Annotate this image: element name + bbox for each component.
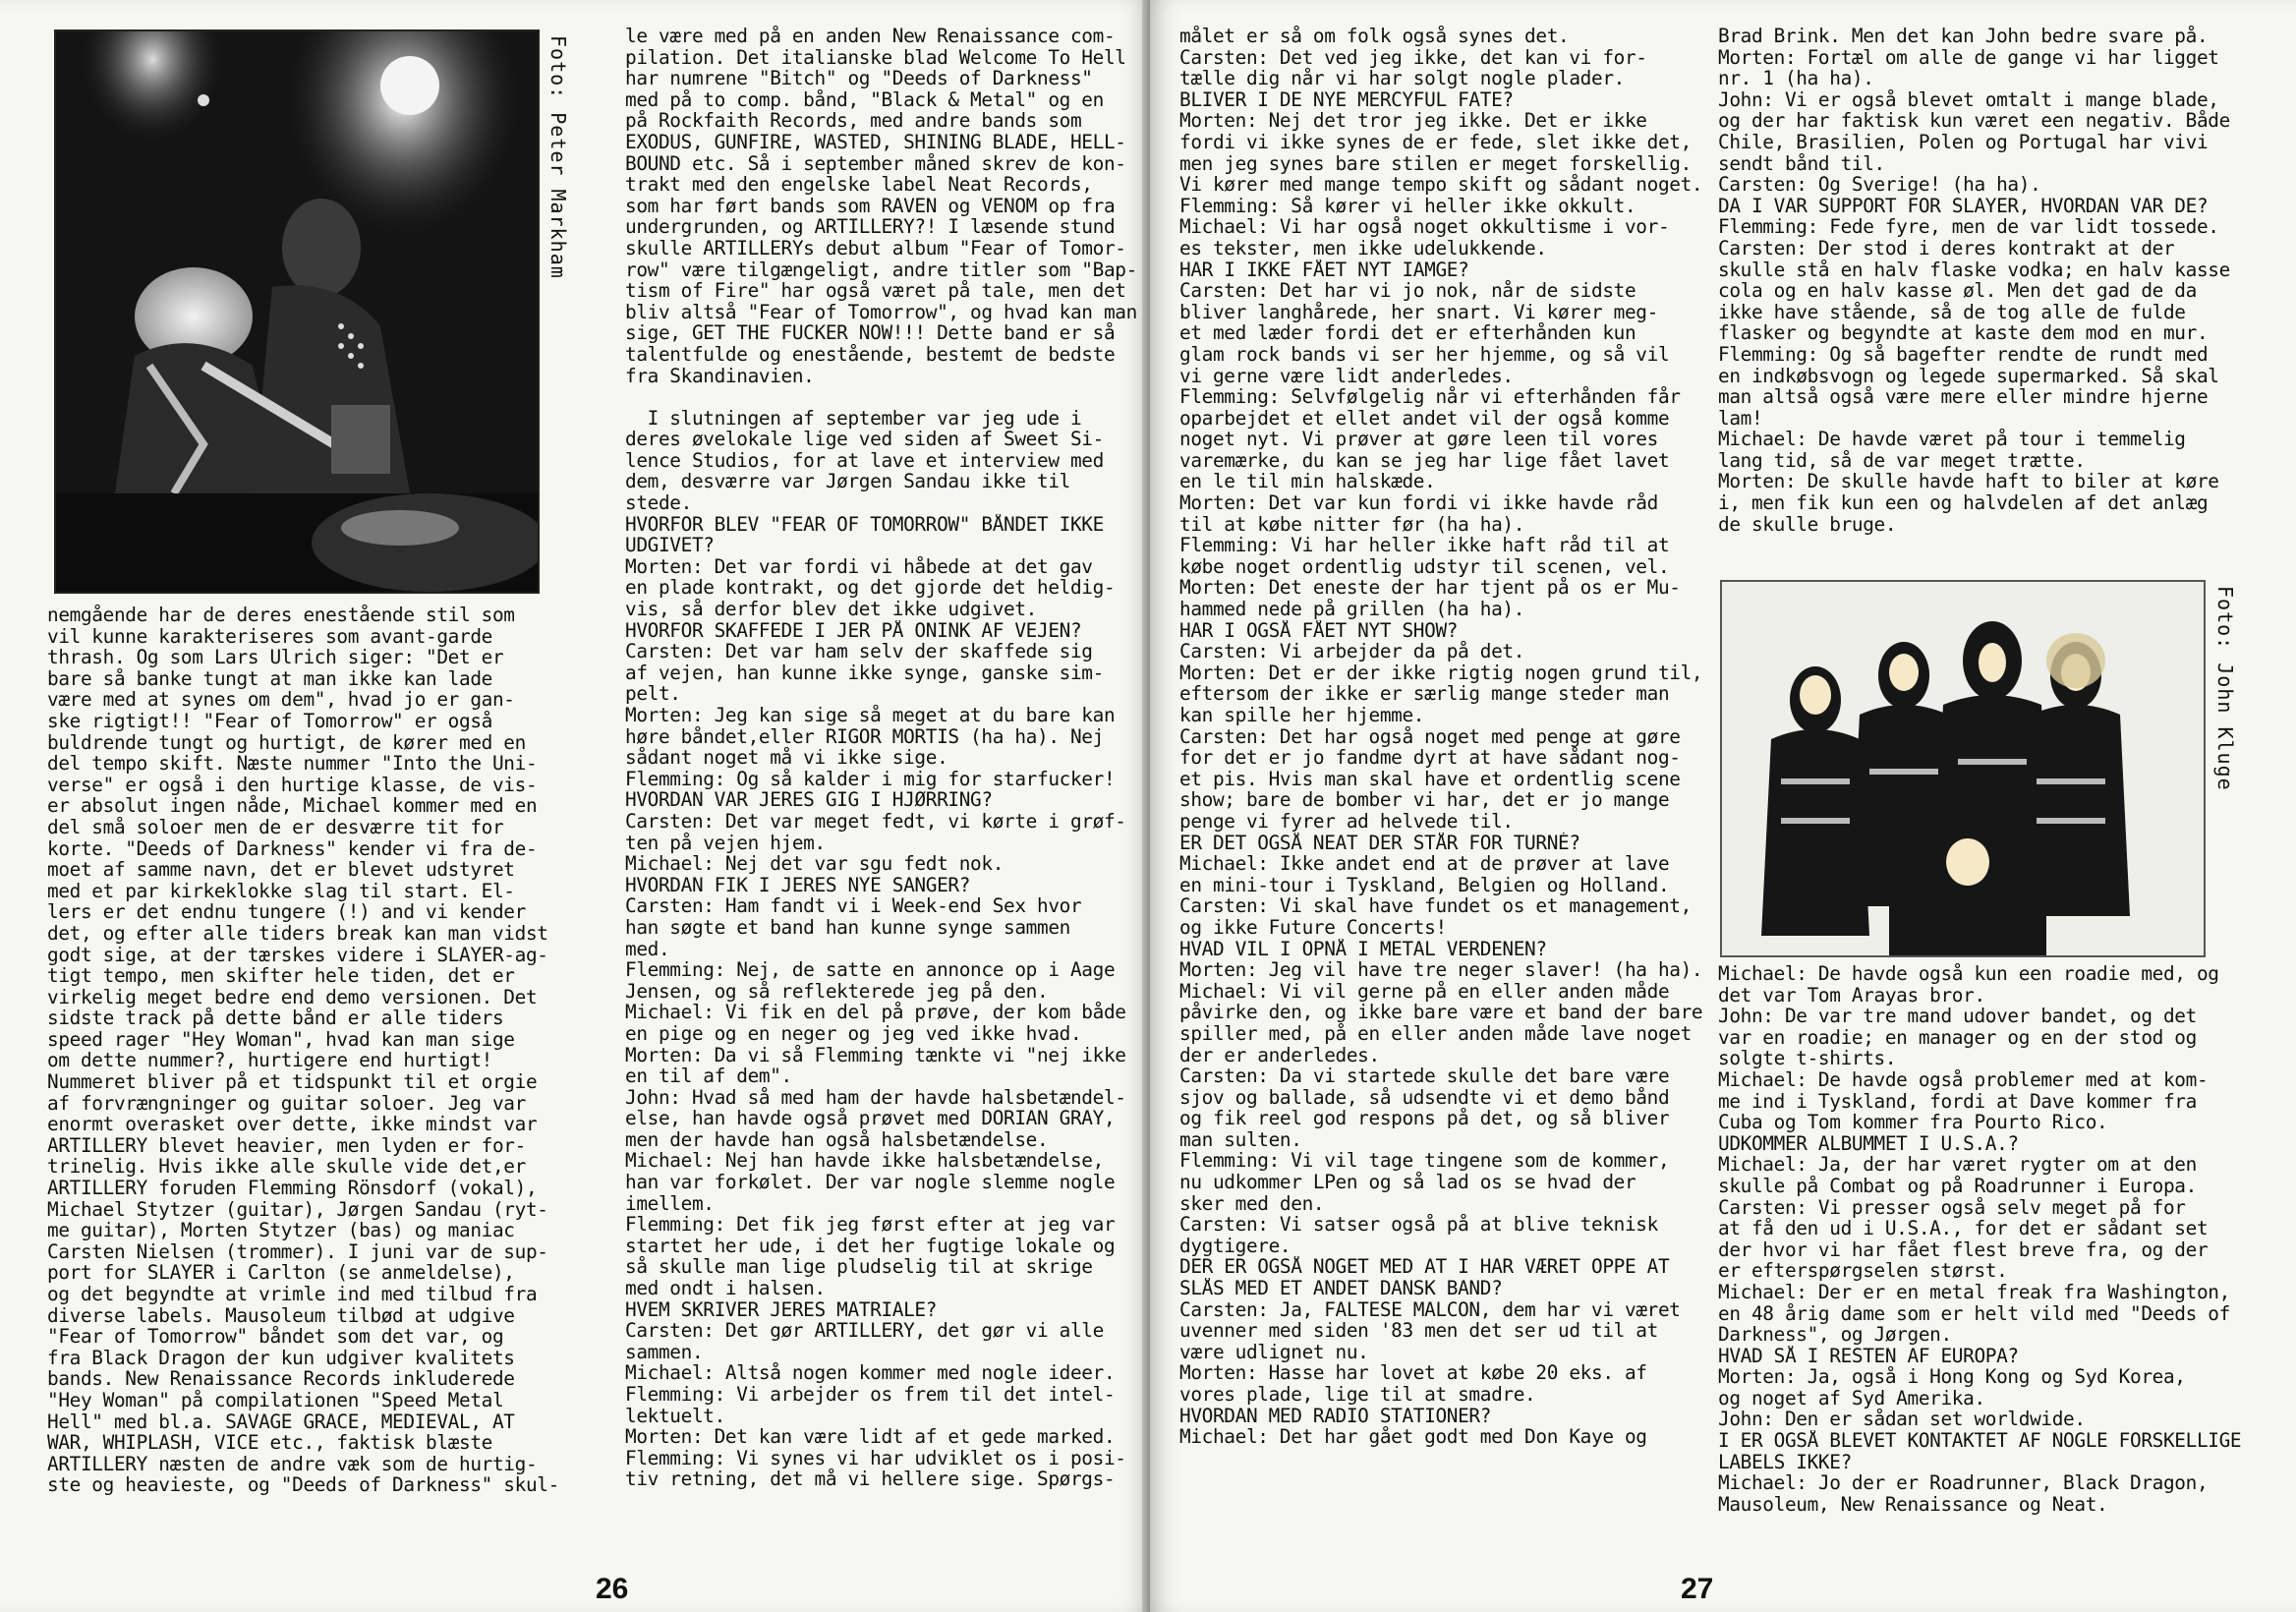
- text-line: skulle stå en halv flaske vodka; en halv kasse: [1718, 259, 2230, 281]
- text-line: Michael: Jo der er Roadrunner, Black Dragon,: [1718, 1472, 2209, 1494]
- text-line: en 48 årig dame som er helt vild med "Deeds of: [1718, 1302, 2230, 1325]
- text-line: Brad Brink. Men det kan John bedre svare på.: [1718, 26, 2209, 47]
- text-line: UDGIVET?: [625, 535, 715, 556]
- text-line: bare så banke tungt at man ikke kan lade: [47, 667, 492, 690]
- text-line: tælle dig når vi har solgt nogle plader.: [1179, 68, 1625, 89]
- text-line: men jeg synes bare stilen er meget forskellig.: [1179, 152, 1692, 175]
- text-line: HAR I IKKE FÅET NYT IAMGE?: [1179, 259, 1469, 281]
- text-line: Nummeret bliver på et tidspunkt til et orgie: [47, 1071, 538, 1093]
- text-line: HVORFOR BLEV "FEAR OF TOMORROW" BÅNDET IKKE: [625, 513, 1104, 536]
- text-line: og fik reel god respons på det, og så bliver: [1179, 1108, 1670, 1129]
- text-line: Michael: De havde været på tour i temmelig: [1718, 429, 2186, 450]
- text-line: nu udkommer LPen og så lad os se hvad der: [1179, 1172, 1636, 1193]
- text-line: glam rock bands vi ser her hjemme, og så vil: [1179, 343, 1670, 366]
- text-line: på Rockfaith Records, med andre bands som: [625, 110, 1082, 132]
- text-line: sammen.: [625, 1341, 704, 1363]
- text-line: Carsten: Vi presser også selv meget på for: [1718, 1196, 2186, 1219]
- text-line: en til af dem".: [625, 1065, 792, 1087]
- text-line: bands. New Renaissance Records inkluderede: [47, 1368, 515, 1390]
- text-line: Carsten: Det var meget fedt, vi kørte i grøf-: [625, 810, 1126, 833]
- text-line: WAR, WHIPLASH, VICE etc., faktisk blæste: [47, 1432, 492, 1454]
- text-line: ske rigtigt!! "Fear of Tomorrow" er også: [47, 710, 492, 732]
- text-line: lektuelt.: [625, 1405, 725, 1427]
- text-line: med ondt i halsen.: [625, 1278, 826, 1299]
- text-line: hammed nede på grillen (ha ha).: [1179, 599, 1525, 620]
- text-line: trakt med den engelske label Neat Records,: [625, 174, 1093, 196]
- text-line: fordi vi ikke synes de er fede, slet ikke det,: [1179, 131, 1692, 153]
- text-line: Carsten: Vi satser også på at blive teknisk: [1179, 1214, 1658, 1236]
- text-line: er absolut ingen nåde, Michael kommer med en: [47, 795, 538, 817]
- text-line: Cuba og Tom kommer fra Pourto Rico.: [1718, 1112, 2108, 1133]
- text-line: HVORFOR SKAFFEDE I JER PÅ ONINK AF VEJEN?: [625, 619, 1082, 642]
- text-line: at få den ud i U.S.A., for det er sådant set: [1718, 1218, 2209, 1239]
- text-line: være udlignet nu.: [1179, 1341, 1369, 1363]
- text-line: HVAD SÅ I RESTEN AF EUROPA?: [1718, 1345, 2019, 1367]
- text-line: HVORDAN FIK I JERES NYE SANGER?: [625, 874, 971, 896]
- text-line: sige, GET THE FUCKER NOW!!! Dette band er så: [625, 322, 1116, 344]
- text-line: nr. 1 (ha ha).: [1718, 68, 1874, 89]
- text-line: Carsten Nielsen (trommer). I juni var de sup-: [47, 1240, 548, 1263]
- band-photo: [1720, 580, 2206, 957]
- text-line: man altså også være mere eller mindre hjerne: [1718, 386, 2209, 408]
- text-line: en pige og en neger og jeg ved ikke hvad.: [625, 1022, 1082, 1045]
- text-line: Morten: Jeg vil have tre neger slaver! (ha ha).: [1179, 959, 1703, 981]
- photo-credit-left: Foto: Peter Markham: [546, 35, 570, 279]
- text-line: han søgte et band han kunne synge sammen: [625, 916, 1070, 939]
- text-line: har numrene "Bitch" og "Deeds of Darkness": [625, 68, 1093, 89]
- text-line: ten på vejen hjem.: [625, 832, 826, 854]
- text-line: penge vi fyrer ad helvede til.: [1179, 810, 1514, 833]
- text-line: Michael: Nej han havde ikke halsbetændelse,: [625, 1150, 1104, 1173]
- text-line: lam!: [1718, 407, 1763, 430]
- text-line: Flemming: Vi arbejder os frem til det intel-: [625, 1384, 1116, 1406]
- text-line: pilation. Det italianske blad Welcome To Hell: [625, 46, 1126, 69]
- text-line: deres øvelokale lige ved siden af Sweet Si-: [625, 429, 1104, 450]
- text-line: Carsten: Der stod i deres kontrakt at der: [1718, 237, 2175, 259]
- text-line: vil kunne karakteriseres som avant-garde: [47, 625, 492, 648]
- text-line: sådant noget må vi ikke sige.: [625, 747, 948, 769]
- text-line: del tempo skift. Næste nummer "Into the Uni-: [47, 753, 538, 775]
- text-line: trinelig. Hvis ikke alle skulle vide det,er: [47, 1156, 526, 1179]
- text-line: Morten: Det kan være lidt af et gede marked.: [625, 1426, 1116, 1448]
- text-line: af forvrængninger og guitar soloer. Jeg var: [47, 1092, 526, 1115]
- text-line: der er anderledes.: [1179, 1044, 1380, 1066]
- text-line: undergrunden, og ARTILLERY?! I læsende stund: [625, 216, 1116, 238]
- text-line: I slutningen af september var jeg ude i: [625, 407, 1082, 430]
- text-line: til at købe nitter før (ha ha).: [1179, 513, 1525, 536]
- text-line: i, men fik kun een og halvdelen af det anlæg: [1718, 492, 2209, 514]
- text-line: der hvor vi har fået flest breve fra, og der: [1718, 1238, 2209, 1261]
- text-line: er efterspørgselen størst.: [1718, 1260, 2008, 1282]
- page-right: [1150, 0, 2296, 1612]
- text-line: af vejen, han kunne ikke synge, ganske sim-: [625, 662, 1104, 684]
- text-line: nemgående har de deres enestående stil som: [47, 604, 515, 626]
- text-line: "Hey Woman" på compilationen "Speed Metal: [47, 1389, 504, 1411]
- text-line: Carsten: Vi arbejder da på det.: [1179, 641, 1525, 662]
- text-line: Flemming: Og så kalder i mig for starfucker!: [625, 768, 1116, 790]
- text-line: Flemming: Nej, de satte en annonce op i Aage: [625, 959, 1116, 981]
- text-line: tism of Fire" har også været på tale, men det: [625, 280, 1126, 302]
- text-line: Morten: Det var fordi vi håbede at det gav: [625, 555, 1093, 578]
- article-column-1: [47, 604, 559, 1496]
- text-line: DA I VAR SUPPORT FOR SLAYER, HVORDAN VAR DE?: [1718, 195, 2209, 217]
- text-line: Carsten: Ham fandt vi i Week-end Sex hvor: [625, 895, 1082, 917]
- text-line: HVORDAN MED RADIO STATIONER?: [1179, 1405, 1492, 1427]
- text-line: ER DET OGSÅ NEAT DER STÅR FOR TURNÉ?: [1179, 832, 1580, 854]
- text-line: og der har faktisk kun været een negativ. Både: [1718, 110, 2230, 132]
- text-line: Flemming: Og så bagefter rendte de rundt med: [1718, 343, 2209, 366]
- text-line: le være med på en anden New Renaissance com-: [625, 26, 1116, 47]
- text-line: me guitar), Morten Stytzer (bas) og maniac: [47, 1220, 515, 1241]
- text-line: sker med den.: [1179, 1192, 1325, 1215]
- text-line: en indkøbsvogn og legede supermarked. Så skal: [1718, 365, 2219, 387]
- text-line: dem, desværre var Jørgen Sandau ikke til: [625, 471, 1070, 493]
- text-line: Morten: Da vi så Flemming tænkte vi "nej ikke: [625, 1044, 1126, 1066]
- text-line: købe noget ordentlig udstyr til scenen, vel.: [1179, 555, 1670, 578]
- text-line: noget nyt. Vi prøver at gøre leen til vores: [1179, 429, 1658, 450]
- text-line: Flemming: Fede fyre, men de var lidt tossede.: [1718, 216, 2219, 238]
- text-line: de skulle bruge.: [1718, 513, 1897, 536]
- text-line: et pis. Hvis man skal have et ordentlig scene: [1179, 768, 1681, 790]
- text-line: Carsten: Ja, FALTESE MALCON, dem har vi været: [1179, 1298, 1681, 1321]
- text-line: solgte t-shirts.: [1718, 1048, 1897, 1069]
- text-line: lence Studios, for at lave et interview med: [625, 449, 1104, 472]
- text-line: ikke have stående, så de tog alle de fulde: [1718, 301, 2186, 323]
- text-line: lers er det endnu tungere (!) and vi kender: [47, 901, 526, 923]
- text-line: med et par kirkeklokke slag til start. El-: [47, 880, 515, 902]
- text-line: John: De var tre mand udover bandet, og det: [1718, 1006, 2197, 1027]
- text-line: EXODUS, GUNFIRE, WASTED, SHINING BLADE, HELL-: [625, 131, 1126, 153]
- text-line: korte. "Deeds of Darkness" kender vi fra de-: [47, 837, 538, 860]
- article-column-2: [625, 26, 1137, 1490]
- text-line: lang tid, så de var meget trætte.: [1718, 449, 2086, 472]
- text-line: talentfulde og enestående, bestemt de bedste: [625, 343, 1116, 366]
- text-line: godt sige, at der tærskes videre i SLAYER-ag-: [47, 944, 548, 966]
- text-line: tigt tempo, men skifter hele tiden, det er: [47, 965, 515, 987]
- text-line: Chile, Brasilien, Polen og Portugal har vivi: [1718, 131, 2209, 153]
- text-line: med på to comp. bånd, "Black & Metal" og en: [625, 88, 1104, 111]
- text-line: Carsten: Det var ham selv der skaffede sig: [625, 641, 1093, 662]
- article-column-4-top: [1718, 26, 2230, 535]
- text-line: som har ført bands som RAVEN og VENOM op fra: [625, 195, 1116, 217]
- text-line: Michael: Vi fik en del på prøve, der kom både: [625, 1002, 1126, 1023]
- text-line: et med læder fordi det er efterhånden kun: [1179, 322, 1636, 344]
- text-line: Morten: Jeg kan sige så meget at du bare kan: [625, 705, 1116, 726]
- text-line: Michael: Det har gået godt med Don Kaye og: [1179, 1426, 1647, 1448]
- text-line: row" være tilgængeligt, andre titler som "Bap-: [625, 259, 1137, 281]
- text-line: han var forkølet. Der var nogle slemme nogle: [625, 1172, 1116, 1193]
- text-line: målet er så om folk også synes det.: [1179, 26, 1570, 47]
- text-line: HAR I OGSÅ FÅET NYT SHOW?: [1179, 619, 1459, 642]
- text-line: SLÅS MED ET ANDET DANSK BAND?: [1179, 1278, 1503, 1299]
- text-line: verse" er også i den hurtige klasse, de vis-: [47, 774, 538, 796]
- text-line: vis, så derfor blev det ikke udgivet.: [625, 599, 1037, 620]
- text-line: Carsten: Det gør ARTILLERY, det gør vi alle: [625, 1320, 1104, 1342]
- text-line: John: Hvad så med ham der havde halsbetændel-: [625, 1086, 1126, 1109]
- text-line: Morten: De skulle havde haft to biler at køre: [1718, 471, 2219, 493]
- text-line: fra Skandinavien.: [625, 365, 815, 387]
- text-line: fra Black Dragon der kun udgiver kvalitets: [47, 1347, 515, 1369]
- text-line: me ind i Tyskland, fordi at Dave kommer fra: [1718, 1090, 2197, 1113]
- text-line: vi gerne være lidt anderledes.: [1179, 365, 1514, 387]
- text-line: Morten: Hasse har lovet at købe 20 eks. af: [1179, 1362, 1647, 1384]
- text-line: Flemming: Så kører vi heller ikke okkult.: [1179, 195, 1636, 217]
- text-line: en le til min halskæde.: [1179, 471, 1436, 493]
- text-line: speed rager "Hey Woman", hvad kan man sige: [47, 1028, 515, 1051]
- text-line: startet her ude, i det her fugtige lokale og: [625, 1235, 1116, 1257]
- text-line: Flemming: Vi vil tage tingene som de kommer,: [1179, 1150, 1670, 1173]
- text-line: del små soloer men de er desværre tit for: [47, 816, 504, 838]
- text-line: så skulle man lige pludselig til at skrige: [625, 1256, 1093, 1279]
- text-line: eftersom der ikke er særlig mange steder man: [1179, 683, 1670, 705]
- text-line: Carsten: Det har vi jo nok, når de sidste: [1179, 280, 1636, 302]
- text-line: Michael: Vi har også noget okkultisme i vor-: [1179, 216, 1670, 238]
- text-line: uvenner med siden '83 men det ser ud til at: [1179, 1320, 1658, 1342]
- text-line: Carsten: Og Sverige! (ha ha).: [1718, 174, 2041, 196]
- band-photo-image: [1722, 582, 2204, 955]
- text-line: det, og efter alle tiders break kan man vidst: [47, 922, 548, 945]
- text-line: Flemming: Det fik jeg først efter at jeg var: [625, 1214, 1116, 1236]
- text-line: oparbejdet et ellet andet vil der også komme: [1179, 407, 1670, 430]
- text-line: tiv retning, det må vi hellere sige. Spørgs-: [625, 1468, 1116, 1490]
- text-line: John: Den er sådan set worldwide.: [1718, 1409, 2086, 1431]
- text-line: es tekster, men ikke udelukkende.: [1179, 237, 1547, 259]
- text-line: kan spille her hjemme.: [1179, 705, 1425, 726]
- text-line: Michael: Altså nogen kommer med nogle ideer.: [625, 1362, 1116, 1384]
- text-line: Michael: Nej det var sgu fedt nok.: [625, 853, 1004, 875]
- text-line: Hell" med bl.a. SAVAGE GRACE, MEDIEVAL, AT: [47, 1410, 515, 1433]
- text-line: Darkness", og Jørgen.: [1718, 1324, 1952, 1346]
- text-line: virkelig meget bedre end demo versionen. Det: [47, 986, 538, 1008]
- text-line: diverse labels. Mausoleum tilbød at udgive: [47, 1304, 515, 1327]
- text-line: bliv altså "Fear of Tomorrow", og hvad kan man: [625, 301, 1137, 323]
- text-line: Carsten: Vi skal have fundet os et management,: [1179, 895, 1692, 917]
- text-line: HVEM SKRIVER JERES MATRIALE?: [625, 1298, 938, 1321]
- text-line: port for SLAYER i Carlton (se anmeldelse),: [47, 1262, 515, 1284]
- text-line: imellem.: [625, 1192, 715, 1215]
- text-line: Morten: Nej det tror jeg ikke. Det er ikke: [1179, 110, 1647, 132]
- text-line: en plade kontrakt, og det gjorde det heldig-: [625, 577, 1116, 600]
- text-line: HVAD VIL I OPNÅ I METAL VERDENEN?: [1179, 938, 1547, 960]
- text-line: Carsten: Det ved jeg ikke, det kan vi for-: [1179, 46, 1647, 69]
- text-line: det var Tom Arayas bror.: [1718, 984, 1985, 1007]
- text-line: skulle på Combat og på Roadrunner i Europa.: [1718, 1175, 2197, 1197]
- text-line: spiller med, på en eller anden måde lave noget: [1179, 1022, 1692, 1045]
- text-line: sendt bånd til.: [1718, 152, 1885, 175]
- text-line: varemærke, du kan se jeg har lige fået lavet: [1179, 449, 1670, 472]
- text-line: stede.: [625, 492, 692, 514]
- text-line: vores plade, lige til at smadre.: [1179, 1384, 1536, 1406]
- text-line: Flemming: Selvfølgelig når vi efterhånden får: [1179, 386, 1681, 408]
- text-line: høre båndet,eller RIGOR MORTIS (ha ha). Nej: [625, 725, 1104, 748]
- text-line: Mausoleum, New Renaissance og Neat.: [1718, 1493, 2108, 1516]
- text-line: og ikke Future Concerts!: [1179, 916, 1447, 939]
- text-line: [625, 386, 1137, 408]
- text-line: show; bare de bomber vi har, det er jo mange: [1179, 789, 1670, 811]
- text-line: Michael Stytzer (guitar), Jørgen Sandau (ryt-: [47, 1198, 548, 1221]
- text-line: enormt overasket over dette, ikke mindst var: [47, 1114, 538, 1135]
- article-column-4-bottom: [1718, 963, 2241, 1515]
- text-line: Jensen, og så reflekterede jeg på den.: [625, 980, 1049, 1003]
- text-line: cola og en halv kasse øl. Men det gad de da: [1718, 280, 2197, 302]
- text-line: Vi kører med mange tempo skift og sådant noget.: [1179, 174, 1703, 196]
- text-line: Flemming: Vi har heller ikke haft råd til at: [1179, 535, 1670, 556]
- text-line: buldrende tungt og hurtigt, de kører med en: [47, 731, 526, 754]
- text-line: bliver langhårede, her snart. Vi kører meg-: [1179, 301, 1658, 323]
- text-line: ARTILLERY foruden Flemming Rönsdorf (vokal),: [47, 1178, 538, 1199]
- page-number-right: 27: [1681, 1573, 1714, 1605]
- article-column-3: [1179, 26, 1702, 1448]
- text-line: Morten: Det eneste der har tjent på os er Mu-: [1179, 577, 1681, 600]
- text-line: Morten: Ja, også i Hong Kong og Syd Korea,: [1718, 1366, 2186, 1388]
- text-line: sjov og ballade, så udsendte vi et demo bånd: [1179, 1086, 1670, 1109]
- text-line: en mini-tour i Tyskland, Belgien og Holland.: [1179, 874, 1670, 896]
- text-line: ARTILLERY blevet heavier, men lyden er for-: [47, 1134, 526, 1157]
- text-line: HVORDAN VAR JERES GIG I HJØRRING?: [625, 789, 993, 811]
- text-line: Michael: De havde også problemer med at kom-: [1718, 1068, 2209, 1091]
- text-line: "Fear of Tomorrow" båndet som det var, og: [47, 1326, 504, 1348]
- text-line: John: Vi er også blevet omtalt i mange blade,: [1718, 88, 2219, 111]
- text-line: Flemming: Vi synes vi har udviklet os i posi-: [625, 1447, 1126, 1469]
- text-line: dygtigere.: [1179, 1235, 1292, 1257]
- text-line: I ER OGSÅ BLEVET KONTAKTET AF NOGLE FORSKELLIGE: [1718, 1430, 2242, 1452]
- text-line: sidste track på dette bånd er alle tiders: [47, 1008, 504, 1029]
- concert-photo: [54, 29, 540, 594]
- text-line: flasker og begyndte at kaste dem mod en mur.: [1718, 322, 2209, 344]
- text-line: else, han havde også prøvet med DORIAN GRAY,: [625, 1108, 1116, 1129]
- text-line: Michael: Vi vil gerne på en eller anden måde: [1179, 980, 1670, 1003]
- text-line: men der havde han også halsbetændelse.: [625, 1128, 1049, 1151]
- text-line: Michael: De havde også kun een roadie med, og: [1718, 963, 2219, 985]
- text-line: BLIVER I DE NYE MERCYFUL FATE?: [1179, 88, 1514, 111]
- text-line: Michael: Ikke andet end at de prøver at lave: [1179, 853, 1670, 875]
- text-line: Carsten: Det har også noget med penge at gøre: [1179, 725, 1681, 748]
- text-line: thrash. Og som Lars Ulrich siger: "Det er: [47, 647, 504, 668]
- concert-photo-image: [56, 31, 538, 592]
- text-line: ste og heavieste, og "Deeds of Darkness" skul-: [47, 1474, 559, 1496]
- photo-credit-right: Foto: John Kluge: [2213, 586, 2237, 791]
- text-line: pelt.: [625, 683, 681, 705]
- text-line: BOUND etc. Så i september måned skrev de kon-: [625, 152, 1126, 175]
- text-line: Morten: Det var kun fordi vi ikke havde råd: [1179, 492, 1658, 514]
- text-line: og det begyndte at vrimle ind med tilbud fra: [47, 1284, 538, 1305]
- text-line: om dette nummer?, hurtigere end hurtigt!: [47, 1050, 492, 1072]
- text-line: Michael: Der er en metal freak fra Washington,: [1718, 1281, 2230, 1303]
- page-number-left: 26: [596, 1573, 629, 1605]
- text-line: moet af samme navn, det er blevet udstyret: [47, 859, 515, 881]
- text-line: med.: [625, 938, 670, 960]
- text-line: være med at synes om dem", hvad jo er gan-: [47, 689, 515, 711]
- text-line: DER ER OGSÅ NOGET MED AT I HAR VÆRET OPPE AT: [1179, 1256, 1670, 1279]
- text-line: var en roadie; en manager og en der stod og: [1718, 1026, 2197, 1049]
- text-line: Carsten: Da vi startede skulle det bare være: [1179, 1065, 1670, 1087]
- text-line: skulle ARTILLERYs debut album "Fear of Tomor-: [625, 237, 1126, 259]
- text-line: LABELS IKKE?: [1718, 1451, 1852, 1473]
- text-line: ARTILLERY næsten de andre væk som de hurtig-: [47, 1453, 538, 1475]
- text-line: man sulten.: [1179, 1128, 1302, 1151]
- text-line: Morten: Det er der ikke rigtig nogen grund til,: [1179, 662, 1703, 684]
- text-line: UDKOMMER ALBUMMET I U.S.A.?: [1718, 1132, 2019, 1155]
- text-line: Michael: Ja, der har været rygter om at den: [1718, 1154, 2197, 1176]
- text-line: for det er jo fandme dyrt at have sådant nog-: [1179, 747, 1681, 769]
- text-line: Morten: Fortæl om alle de gange vi har ligget: [1718, 46, 2219, 69]
- text-line: påvirke den, og ikke bare være et band der bare: [1179, 1002, 1703, 1023]
- text-line: og noget af Syd Amerika.: [1718, 1387, 1985, 1410]
